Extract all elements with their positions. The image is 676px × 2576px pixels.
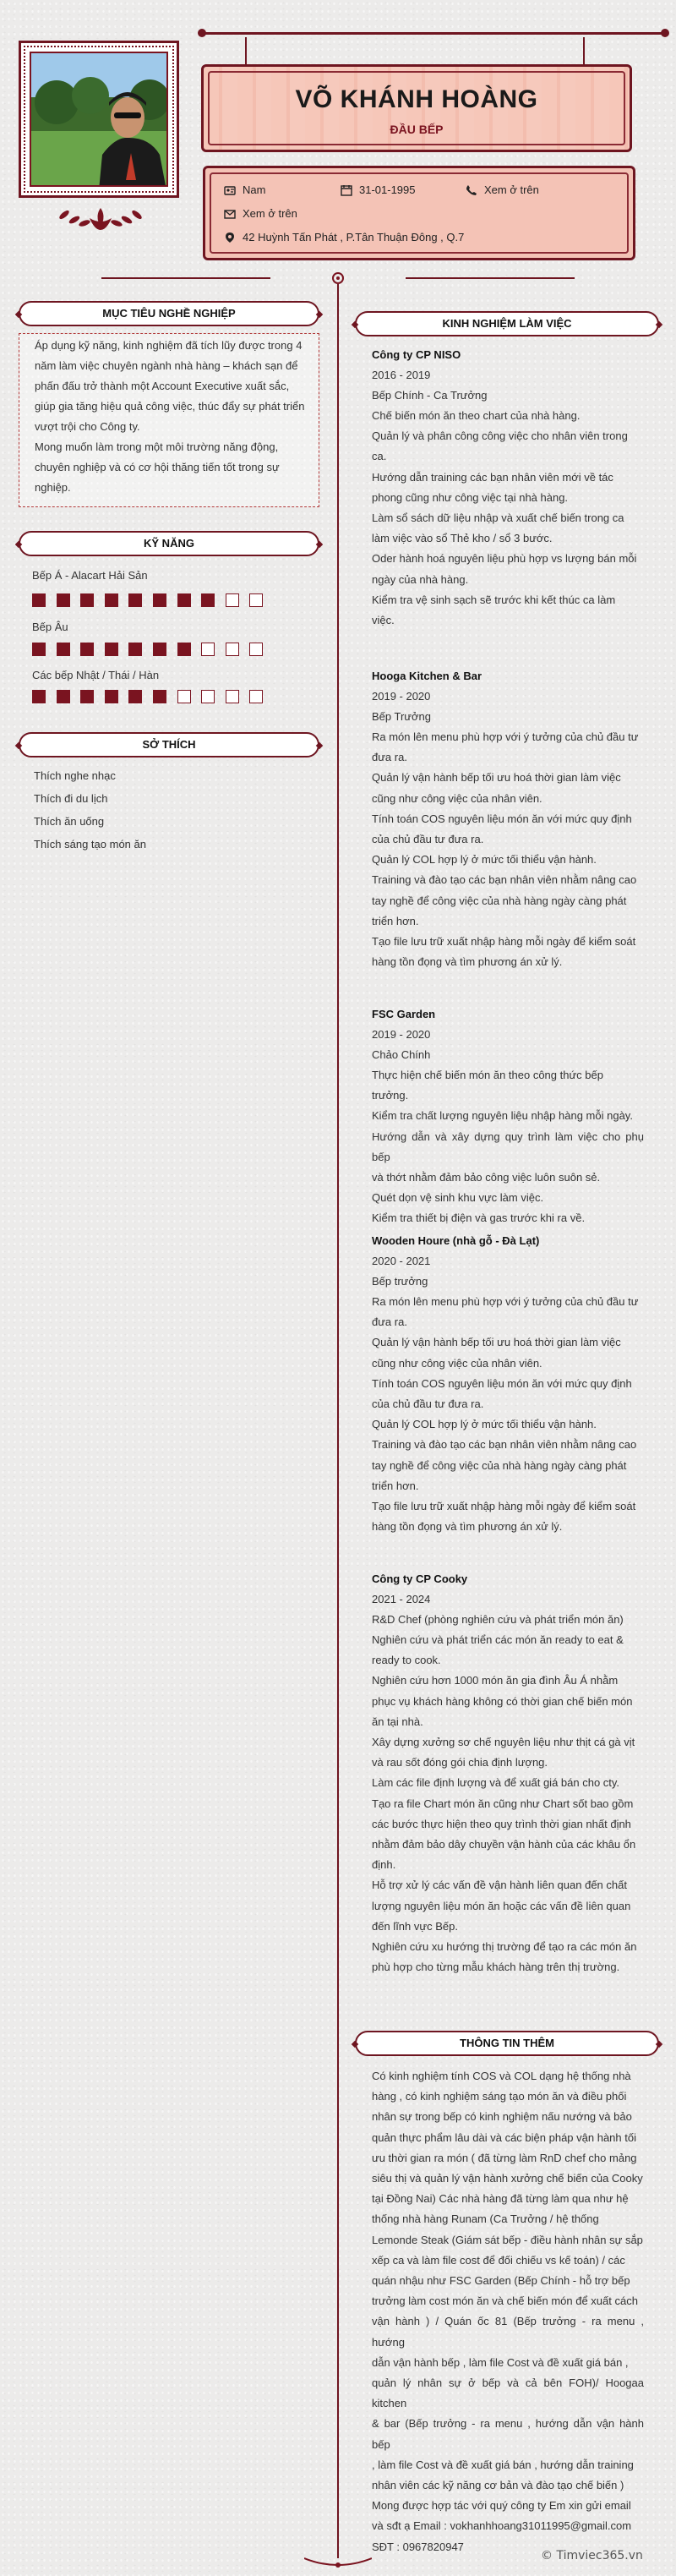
- skill-square-empty: [249, 593, 263, 607]
- full-name: VÕ KHÁNH HOÀNG: [295, 85, 538, 113]
- job-description-line: Tính toán COS nguyên liệu món ăn với mức quy định: [372, 812, 632, 825]
- job-period: 2021 - 2024: [372, 1593, 431, 1605]
- job-description-line: của chủ đầu tư đưa ra.: [372, 1397, 484, 1411]
- additional-line: vận hành ) / Quán ốc 81 (Bếp trưởng - ra menu , hướng: [372, 2315, 644, 2349]
- section-title-hobbies: SỞ THÍCH: [19, 732, 319, 757]
- job-position: Bếp Chính - Ca Trưởng: [372, 389, 488, 402]
- job-description-line: Thực hiện chế biến món ăn theo công thức bếp: [372, 1069, 603, 1081]
- additional-line: Lemonde Steak (Giám sát bếp - điều hành nhân sự sắp: [372, 2233, 643, 2246]
- bottom-ornament: [304, 2555, 372, 2572]
- job-description: [372, 727, 644, 972]
- additional-line: quản lý nhân sự ở bếp và cả bên FOH)/ Hoogaa kitchen: [372, 2376, 644, 2410]
- job-description-line: Training và đào tạo các bạn nhân viên nhằm nâng cao: [372, 1438, 637, 1452]
- skill-rating-1: [32, 593, 263, 607]
- skill-name-2: Bếp Âu: [32, 621, 68, 633]
- skill-square-filled: [105, 690, 118, 703]
- company-name: Wooden Houre (nhà gỗ - Đà Lạt): [372, 1234, 540, 1247]
- job-description-line: nhằm đảm bảo dây chuyền vận hành của các khâu ổn: [372, 1838, 636, 1851]
- job-description-line: hàng tồn đọng và tìm phương án xử lý.: [372, 955, 563, 969]
- additional-line: Mong được hợp tác với quý công ty Em xin gửi email: [372, 2499, 631, 2513]
- job-position: Bếp trưởng: [372, 1275, 428, 1288]
- additional-line: ưu thời gian ra món ( đã từng làm RnD chef cho mảng: [372, 2151, 637, 2164]
- additional-line: tại Đồng Nai) Các nhà hàng đã từng làm qua như hệ: [372, 2192, 629, 2206]
- skill-square-filled: [201, 593, 215, 607]
- additional-line: , làm file Cost và đề xuất giá bán , hướng dẫn training: [372, 2458, 634, 2471]
- job-description-line: Ra món lên menu phù hợp với ý tưởng của chủ đầu tư: [372, 730, 639, 743]
- company-name: Hooga Kitchen & Bar: [372, 670, 482, 682]
- job-description-line: Quản lý và phân công công việc cho nhân viên trong: [372, 429, 628, 443]
- job-description-line: Quét dọn vệ sinh khu vực làm việc.: [372, 1191, 544, 1205]
- company-name: FSC Garden: [372, 1008, 436, 1020]
- job-description-line: Tính toán COS nguyên liệu món ăn với mức quy định: [372, 1376, 632, 1390]
- skill-square-empty: [249, 690, 263, 703]
- additional-line: và sđt ạ Email : vokhanhhoang31011995@gmail.com: [372, 2519, 632, 2533]
- job-description: [372, 1065, 644, 1229]
- job-description-line: việc.: [372, 614, 395, 627]
- divider-right: [406, 277, 575, 279]
- skill-rating-2: [32, 643, 263, 656]
- hobby-item: Thích ăn uống: [34, 815, 105, 828]
- job-description-line: và thớt nhằm đảm bảo công việc luôn suôn sẻ.: [372, 1171, 601, 1184]
- job-period: 2019 - 2020: [372, 690, 431, 703]
- calendar-icon: [341, 184, 352, 196]
- job-description-line: trưởng.: [372, 1089, 409, 1102]
- job-entry: [372, 1569, 644, 1977]
- job-description-line: Ra món lên menu phù hợp với ý tưởng của chủ đầu tư: [372, 1295, 639, 1308]
- job-entry: [372, 666, 644, 972]
- job-description-line: Nghiên cứu và phát triển các món ăn ready to eat &: [372, 1633, 624, 1646]
- section-title-objective: MỤC TIÊU NGHỀ NGHIỆP: [19, 301, 319, 326]
- job-description-line: hàng tồn đọng và tìm phương án xử lý.: [372, 1520, 563, 1534]
- job-description-line: Training và đào tạo các bạn nhân viên nhằm nâng cao: [372, 873, 637, 887]
- company-name: Công ty CP Cooky: [372, 1572, 468, 1585]
- hobby-item: Thích đi du lịch: [34, 792, 108, 805]
- job-title: ĐẦU BẾP: [390, 123, 444, 136]
- job-description-line: đến lĩnh vực Bếp.: [372, 1919, 458, 1933]
- job-description-line: các bước thực hiện theo quy trình thời gian nhất định: [372, 1817, 631, 1830]
- additional-line: nhân sự trong bếp có kinh nghiệm nấu nướng và bảo: [372, 2110, 632, 2124]
- section-title-skills: KỸ NĂNG: [19, 531, 319, 556]
- job-description-line: định.: [372, 1858, 396, 1872]
- job-description-line: phong cũng như công việc tại nhà hàng.: [372, 490, 569, 504]
- skill-square-filled: [57, 643, 70, 656]
- job-description-line: Kiểm tra thiết bị điện và gas trước khi ra về.: [372, 1211, 586, 1225]
- footer-brand: © Timviec365.vn: [541, 2549, 643, 2562]
- skill-square-filled: [153, 593, 166, 607]
- skill-square-filled: [153, 643, 166, 656]
- job-description-line: Xây dựng xưởng sơ chế nguyên liệu như thịt cá gà vịt: [372, 1736, 635, 1749]
- skill-square-filled: [128, 690, 142, 703]
- job-description-line: Tạo ra file Chart món ăn cũng như Chart sốt bao gồm: [372, 1797, 634, 1810]
- job-period: 2016 - 2019: [372, 369, 431, 381]
- job-description-line: Làm các file định lượng và để xuất giá bán cho cty.: [372, 1776, 620, 1790]
- email-icon: [224, 208, 236, 220]
- additional-line: xếp ca và làm file cost để đối chiếu vs kế toán) / các: [372, 2253, 625, 2267]
- additional-info: [372, 2066, 644, 2557]
- skill-square-empty: [226, 690, 239, 703]
- additional-line: trưởng làm cost món ăn và chế biến món để xuất cách: [372, 2294, 638, 2308]
- job-entry: [372, 1231, 644, 1537]
- job-description-line: Tạo file lưu trữ xuất nhập hàng mỗi ngày để kiểm soát: [372, 935, 636, 949]
- name-board: [201, 64, 632, 152]
- job-description-line: Hướng dẫn và xây dựng quy trình làm việc cho phụ bếp: [372, 1129, 644, 1163]
- skill-name-3: Các bếp Nhật / Thái / Hàn: [32, 669, 160, 681]
- job-description-line: tay nghề để công việc của nhà hàng ngày càng phát: [372, 1458, 627, 1472]
- job-description-line: Tạo file lưu trữ xuất nhập hàng mỗi ngày để kiểm soát: [372, 1500, 636, 1513]
- skill-square-empty: [177, 690, 191, 703]
- hobby-item: Thích sáng tạo món ăn: [34, 838, 146, 850]
- email-item: [224, 207, 297, 220]
- profile-photo-frame: [19, 41, 179, 198]
- skill-square-empty: [201, 643, 215, 656]
- skill-square-filled: [128, 593, 142, 607]
- additional-line: thống nhà hàng Runam (Ca Trưởng / hệ thống: [372, 2212, 599, 2226]
- phone-icon: [466, 184, 477, 196]
- additional-line: quán nhậu như FSC Garden (Bếp Chính - hỗ trợ bếp: [372, 2274, 630, 2288]
- hanger-left: [245, 37, 247, 68]
- job-description-line: Oder hành hoá nguyên liệu phù hợp vs lượng bán mỗi: [372, 552, 637, 566]
- job-description-line: ăn tại nhà.: [372, 1715, 423, 1728]
- job-description: [372, 1292, 644, 1537]
- phone-item: [466, 183, 539, 196]
- job-description-line: Quản lý vận hành bếp tối ưu hoá thời gian làm việc: [372, 1336, 621, 1349]
- job-description-line: cũng như công việc của nhân viên.: [372, 1356, 542, 1370]
- additional-line: SĐT : 0967820947: [372, 2540, 464, 2553]
- gender-value: Nam: [243, 183, 266, 196]
- job-description-line: Nghiên cứu hơn 1000 món ăn gia đình Âu Á nhằm: [372, 1674, 619, 1687]
- job-position: R&D Chef (phòng nghiên cứu và phát triển món ăn): [372, 1613, 624, 1626]
- skill-square-filled: [32, 593, 46, 607]
- skill-rating-3: [32, 690, 263, 703]
- job-description-line: lượng nguyên liệu món ăn hoặc các vấn đề liên quan: [372, 1899, 631, 1912]
- skill-square-empty: [226, 593, 239, 607]
- job-description-line: Quản lý COL hợp lý ở mức tối thiểu vận hành.: [372, 853, 597, 867]
- job-description-line: đưa ra.: [372, 751, 407, 764]
- header-top-rule: [201, 32, 666, 41]
- skill-square-filled: [128, 643, 142, 656]
- job-description-line: Chế biến món ăn theo chart của nhà hàng.: [372, 409, 581, 422]
- column-divider: [337, 284, 339, 2558]
- skill-square-filled: [80, 643, 94, 656]
- profile-photo: [30, 52, 168, 187]
- gender-icon: [224, 184, 236, 196]
- birthdate-value: 31-01-1995: [359, 183, 416, 196]
- hobby-item: Thích nghe nhạc: [34, 769, 116, 782]
- job-entry: [372, 345, 644, 631]
- job-description-line: Nghiên cứu xu hướng thị trường để tạo ra các món ăn: [372, 1940, 637, 1954]
- company-name: Công ty CP NISO: [372, 348, 461, 361]
- job-description-line: Kiểm tra chất lượng nguyên liệu nhập hàng mỗi ngày.: [372, 1109, 633, 1123]
- job-description-line: Quản lý vận hành bếp tối ưu hoá thời gian làm việc: [372, 771, 621, 785]
- job-description-line: triển hơn.: [372, 914, 419, 927]
- divider-left: [101, 277, 270, 279]
- job-description-line: phù hợp cho từng mẫu khách hàng trên thị trường.: [372, 1961, 620, 1974]
- additional-line: dẫn vận hành bếp , làm file Cost và đề xuất giá bán ,: [372, 2355, 629, 2369]
- gender-item: [224, 183, 265, 196]
- skill-square-empty: [226, 643, 239, 656]
- section-title-additional: THÔNG TIN THÊM: [355, 2031, 659, 2056]
- additional-line: Có kinh nghiệm tính COS và COL dạng hệ thống nhà: [372, 2070, 631, 2082]
- job-description-line: ready to cook.: [372, 1654, 441, 1667]
- skill-square-filled: [105, 593, 118, 607]
- contact-info-box: [203, 166, 635, 260]
- skill-square-filled: [177, 643, 191, 656]
- birthdate-item: [341, 183, 416, 196]
- additional-line: siêu thị và quản lý vận hành xưởng chế biến của Cooky: [372, 2172, 643, 2185]
- additional-line: & bar (Bếp trưởng - ra menu , hướng dẫn vận hành bếp: [372, 2417, 644, 2451]
- address-item: [224, 231, 464, 243]
- skill-square-filled: [32, 643, 46, 656]
- job-period: 2019 - 2020: [372, 1028, 431, 1041]
- skill-square-empty: [201, 690, 215, 703]
- job-description-line: Quản lý COL hợp lý ở mức tối thiểu vận hành.: [372, 1418, 597, 1431]
- additional-line: nhân viên các kỹ năng cơ bản và đào tạo chế biến ): [372, 2479, 624, 2492]
- job-description-line: Hỗ trợ xử lý các vấn đề vận hành liên quan đến chất: [372, 1879, 627, 1892]
- job-entry: [372, 1004, 644, 1229]
- job-position: Bếp Trưởng: [372, 710, 431, 723]
- job-description-line: làm việc vào sổ Thẻ kho / sổ 3 bước.: [372, 532, 553, 545]
- job-description-line: cũng như công việc của nhân viên.: [372, 791, 542, 805]
- job-description-line: Hướng dẫn training các bạn nhân viên mới về tác: [372, 470, 613, 484]
- job-description-line: ca.: [372, 450, 387, 463]
- skill-square-filled: [80, 690, 94, 703]
- job-description-line: Kiểm tra vệ sinh sạch sẽ trước khi kết thúc ca làm: [372, 593, 616, 606]
- email-value: Xem ở trên: [243, 207, 297, 220]
- job-description: [372, 1630, 644, 1977]
- phone-value: Xem ở trên: [484, 183, 539, 196]
- skill-square-empty: [249, 643, 263, 656]
- section-title-experience: KINH NGHIỆM LÀM VIỆC: [355, 311, 659, 336]
- skill-square-filled: [153, 690, 166, 703]
- address-value: 42 Huỳnh Tấn Phát , P.Tân Thuận Đông , Q.7: [243, 231, 465, 243]
- skill-square-filled: [105, 643, 118, 656]
- objective-box: [19, 333, 319, 507]
- skill-square-filled: [57, 690, 70, 703]
- job-position: Chảo Chính: [372, 1048, 431, 1061]
- job-description-line: Làm sổ sách dữ liệu nhập và xuất chế biến trong ca: [372, 511, 624, 525]
- job-description-line: và rau sốt đóng gói chia định lượng.: [372, 1756, 548, 1769]
- job-description-line: triển hơn.: [372, 1479, 419, 1492]
- objective-text: Áp dụng kỹ năng, kinh nghiệm đã tích lũy được trong 4 năm làm việc chuyên ngành nhà hàng – khách sạn để phấn đấu trở thành một Account Executive xuất sắc, giúp gia tăng hiệu quả công việc, thúc đẩy sự phát triển vượt trội cho Công ty. Mong muốn làm trong một môi trường năng động, chuyên nghiệp và có cơ hội thăng tiến tốt trong sự nghiệp.: [35, 339, 305, 494]
- skill-name-1: Bếp Á - Alacart Hải Sản: [32, 569, 148, 582]
- skill-square-filled: [177, 593, 191, 607]
- job-description-line: tay nghề để công việc của nhà hàng ngày càng phát: [372, 894, 627, 907]
- location-icon: [224, 232, 236, 243]
- job-description-line: ngày của nhà hàng.: [372, 572, 469, 586]
- additional-line: hàng , có kinh nghiệm sáng tạo món ăn và điều phối: [372, 2090, 627, 2103]
- job-description-line: phục vụ khách hàng không có thời gian chế biến món: [372, 1694, 633, 1708]
- laurel-ornament: [25, 203, 176, 237]
- additional-text: [372, 2066, 644, 2557]
- job-period: 2020 - 2021: [372, 1255, 431, 1267]
- job-description: [372, 406, 644, 631]
- skill-square-filled: [57, 593, 70, 607]
- skill-square-filled: [80, 593, 94, 607]
- job-description-line: đưa ra.: [372, 1315, 407, 1329]
- additional-line: quản thực phẩm lâu dài và các biện pháp vận hành tối: [372, 2130, 636, 2144]
- skill-square-filled: [32, 690, 46, 703]
- hanger-right: [583, 37, 585, 68]
- job-description-line: của chủ đầu tư đưa ra.: [372, 833, 484, 846]
